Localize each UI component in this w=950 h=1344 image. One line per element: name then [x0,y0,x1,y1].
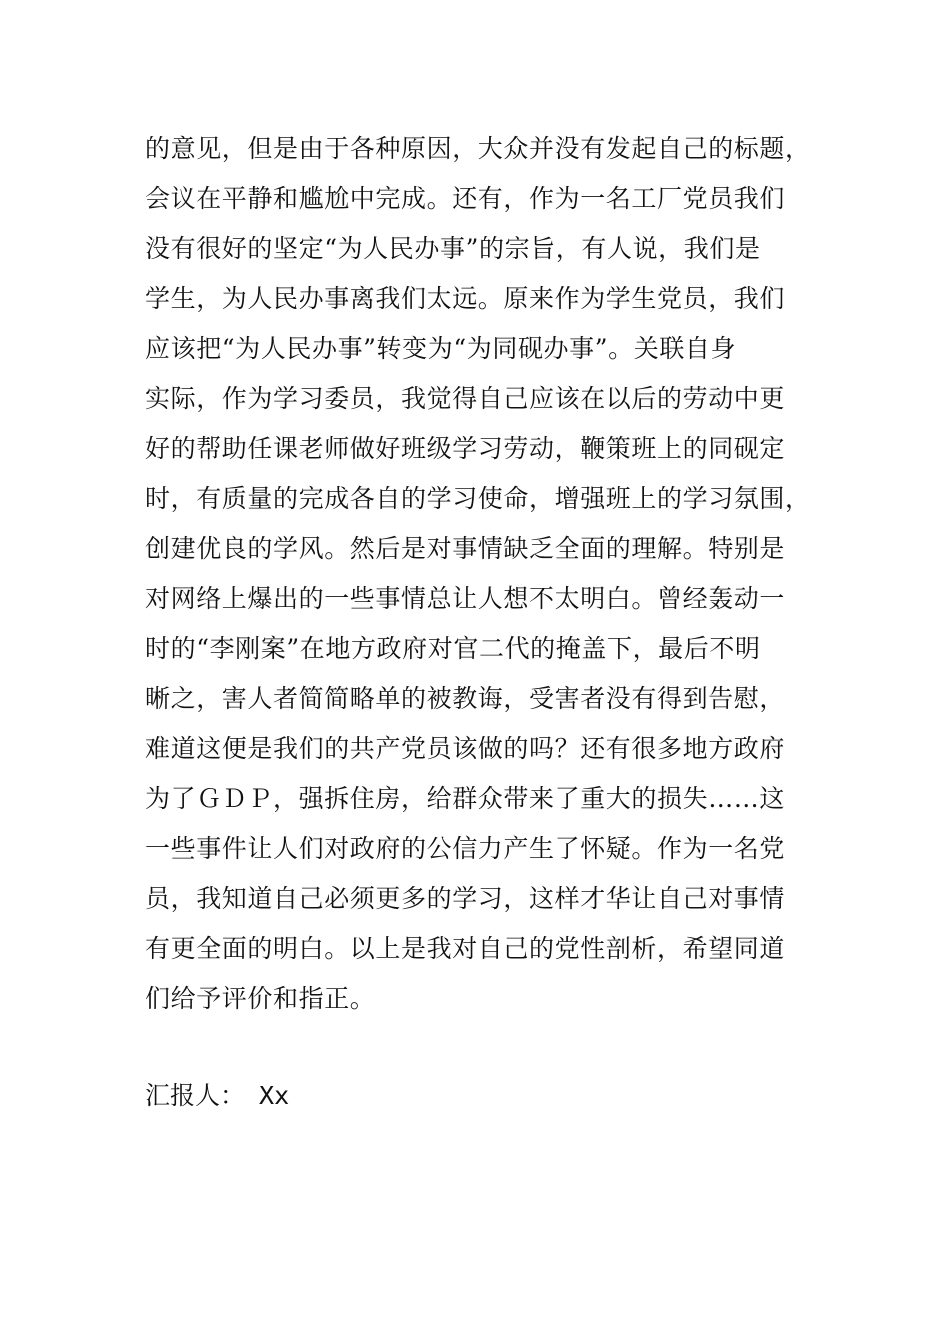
paragraph-line: 的意见，但是由于各种原因，大众并没有发起自己的标题， [145,134,811,163]
paragraph-line: 对网络上爆出的一些事情总让人想不太明白。曾经轰动一 [145,584,786,613]
paragraph-line: 难道这便是我们的共产党员该做的吗？还有很多地方政府 [145,734,786,763]
paragraph-line: 们给予评价和指正。 [145,984,376,1013]
paragraph-line: 实际，作为学习委员，我觉得自己应该在以后的劳动中更 [145,384,786,413]
paragraph-line: 有更全面的明白。以上是我对自己的党性剖析，希望同道 [145,934,786,963]
paragraph-line: 一些事件让人们对政府的公信力产生了怀疑。作为一名党 [145,834,786,863]
signature-label: 汇报人： [145,1081,246,1110]
paragraph-line: 应该把“为人民办事”转变为“为同砚办事”。关联自身 [145,334,737,363]
paragraph-line: 学生，为人民办事离我们太远。原来作为学生党员，我们 [145,284,786,313]
paragraph-line: 时的“李刚案”在地方政府对官二代的掩盖下，最后不明 [145,634,761,663]
signature-value: Xx [259,1081,290,1110]
paragraph-line: 会议在平静和尴尬中完成。还有，作为一名工厂党员我们 [145,184,786,213]
paragraph-line: 没有很好的坚定“为人民办事”的宗旨，有人说，我们是 [145,234,761,263]
paragraph-line: 晰之，害人者简简略单的被教诲，受害者没有得到告慰， [145,684,786,713]
signature-line [145,1071,289,1121]
paragraph-line: 创建优良的学风。然后是对事情缺乏全面的理解。特别是 [145,534,786,563]
body-text [145,124,811,1024]
paragraph-line: 时，有质量的完成各自的学习使命，增强班上的学习氛围， [145,484,811,513]
paragraph-line: 员，我知道自己必须更多的学习，这样才华让自己对事情 [145,884,786,913]
paragraph-line: 好的帮助任课老师做好班级学习劳动，鞭策班上的同砚定 [145,434,786,463]
paragraph-line: 为了ＧＤＰ，强拆住房，给群众带来了重大的损失……这 [145,784,786,813]
